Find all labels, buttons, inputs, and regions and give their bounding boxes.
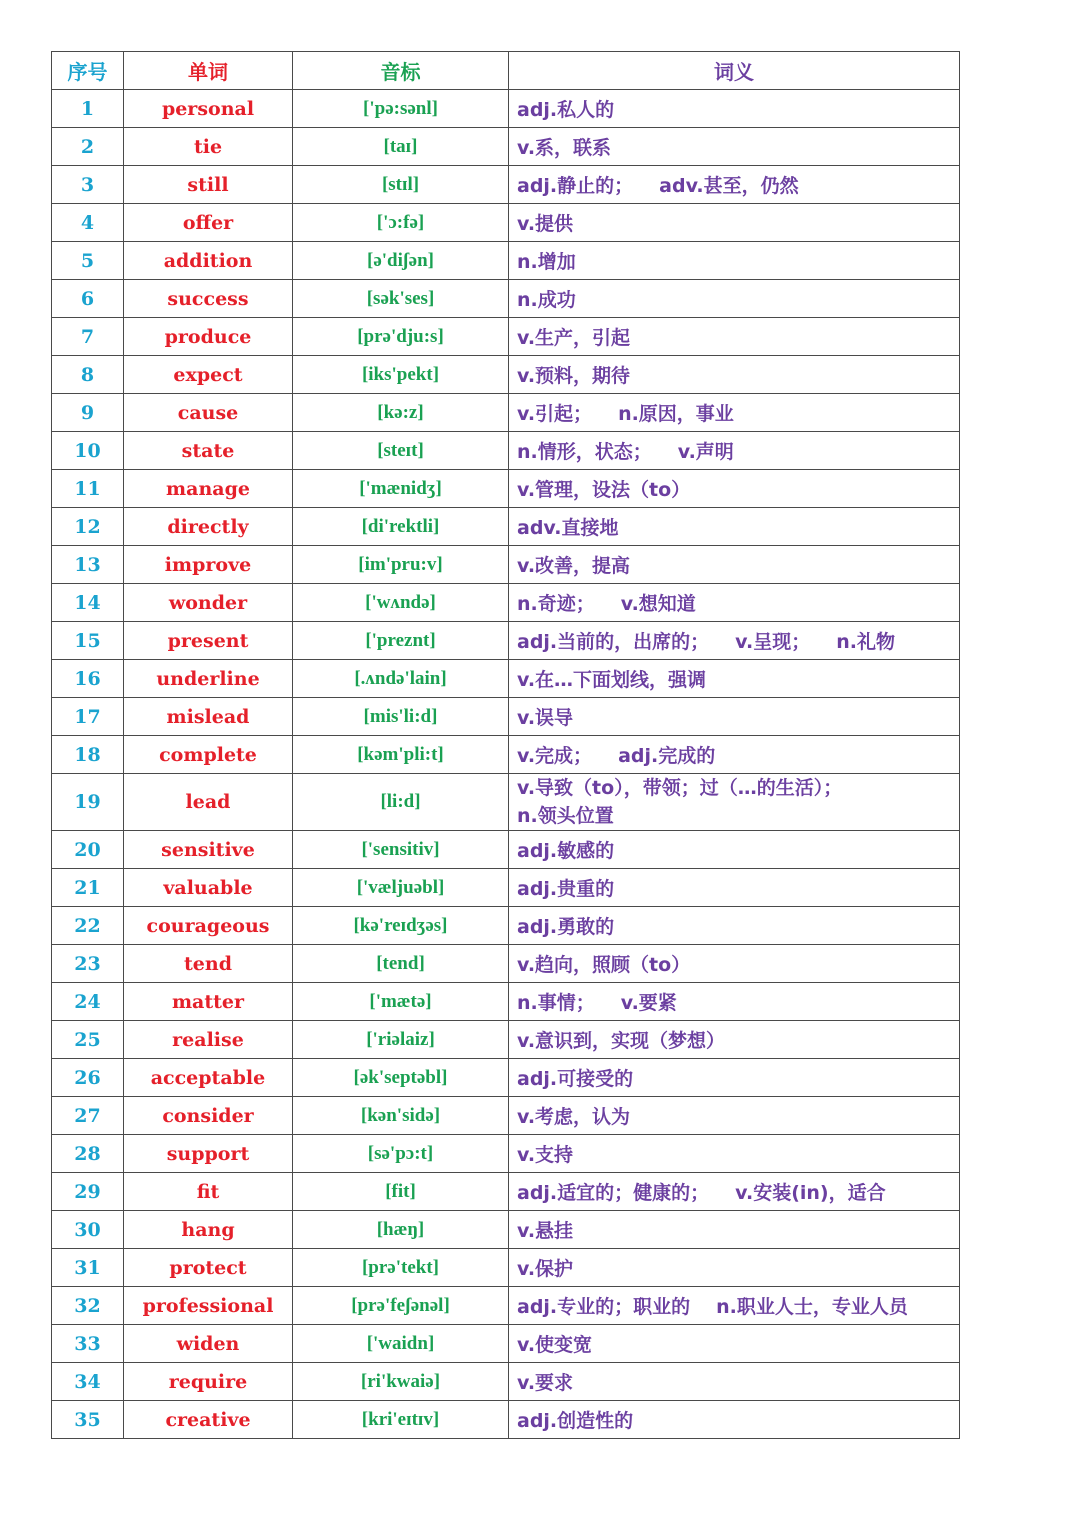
row-word: professional	[124, 1287, 293, 1325]
row-word: creative	[124, 1401, 293, 1439]
row-phonetic: [kri'eɪtɪv]	[293, 1401, 509, 1439]
row-meaning	[509, 1401, 960, 1439]
row-number: 11	[52, 470, 124, 508]
meaning-part: v.完成；	[517, 745, 593, 767]
table-row	[52, 280, 960, 318]
row-phonetic: ['mætə]	[293, 983, 509, 1021]
row-phonetic: ['pə:sənl]	[293, 90, 509, 128]
row-word: underline	[124, 660, 293, 698]
row-number: 15	[52, 622, 124, 660]
row-word: sensitive	[124, 831, 293, 869]
table-row	[52, 1135, 960, 1173]
row-word: expect	[124, 356, 293, 394]
row-word: cause	[124, 394, 293, 432]
row-number: 27	[52, 1097, 124, 1135]
meaning-part: v.呈现；	[735, 631, 811, 653]
meaning-part: v.保护	[517, 1258, 574, 1280]
vocabulary-table	[51, 51, 960, 1439]
meaning-part: v.引起；	[517, 403, 593, 425]
meaning-part: adj.敏感的	[517, 840, 615, 862]
row-meaning	[509, 470, 960, 508]
table-row	[52, 1249, 960, 1287]
row-meaning	[509, 128, 960, 166]
meaning-part: n.奇迹；	[517, 593, 595, 615]
table-row	[52, 698, 960, 736]
row-phonetic: [iks'pekt]	[293, 356, 509, 394]
row-meaning	[509, 1249, 960, 1287]
table-row	[52, 166, 960, 204]
row-number: 7	[52, 318, 124, 356]
meaning-part: adj.完成的	[618, 745, 716, 767]
row-phonetic: ['mænidʒ]	[293, 470, 509, 508]
row-meaning	[509, 318, 960, 356]
row-number: 26	[52, 1059, 124, 1097]
table-row	[52, 242, 960, 280]
row-phonetic: ['preznt]	[293, 622, 509, 660]
row-meaning	[509, 1021, 960, 1059]
table-row	[52, 508, 960, 546]
table-body	[52, 90, 960, 1439]
row-phonetic: [.ʌndə'lain]	[293, 660, 509, 698]
row-number: 20	[52, 831, 124, 869]
row-phonetic: ['wʌndə]	[293, 584, 509, 622]
table-row	[52, 774, 960, 831]
row-phonetic: [hæŋ]	[293, 1211, 509, 1249]
row-word: state	[124, 432, 293, 470]
meaning-part: n.领头位置	[517, 805, 614, 827]
meaning-part: n.成功	[517, 289, 576, 311]
meaning-part: v.悬挂	[517, 1220, 574, 1242]
header-number: 序号	[52, 52, 124, 90]
meaning-part: n.情形，状态；	[517, 441, 652, 463]
table-row	[52, 204, 960, 242]
table-row	[52, 432, 960, 470]
table-row	[52, 1021, 960, 1059]
row-number: 21	[52, 869, 124, 907]
row-meaning	[509, 983, 960, 1021]
table-row	[52, 1211, 960, 1249]
row-phonetic: [sə'pɔ:t]	[293, 1135, 509, 1173]
row-meaning	[509, 356, 960, 394]
table-row	[52, 394, 960, 432]
row-word: tie	[124, 128, 293, 166]
table-row	[52, 736, 960, 774]
row-number: 2	[52, 128, 124, 166]
row-phonetic: ['ɔ:fə]	[293, 204, 509, 242]
row-meaning	[509, 1059, 960, 1097]
row-meaning	[509, 508, 960, 546]
row-number: 32	[52, 1287, 124, 1325]
row-word: realise	[124, 1021, 293, 1059]
table-row	[52, 1173, 960, 1211]
row-meaning	[509, 394, 960, 432]
row-number: 19	[52, 774, 124, 831]
row-word: personal	[124, 90, 293, 128]
row-meaning	[509, 1173, 960, 1211]
table-row	[52, 546, 960, 584]
table-row	[52, 831, 960, 869]
table-row	[52, 983, 960, 1021]
table-row	[52, 1325, 960, 1363]
meaning-part: v.误导	[517, 707, 574, 729]
row-number: 17	[52, 698, 124, 736]
row-number: 18	[52, 736, 124, 774]
row-number: 28	[52, 1135, 124, 1173]
row-phonetic: [di'rektli]	[293, 508, 509, 546]
row-phonetic: ['riəlaiz]	[293, 1021, 509, 1059]
meaning-part: v.管理，设法（to）	[517, 479, 691, 501]
meaning-part: v.生产，引起	[517, 327, 631, 349]
table-row	[52, 622, 960, 660]
row-phonetic: [taɪ]	[293, 128, 509, 166]
row-word: complete	[124, 736, 293, 774]
meaning-part: v.趋向，照顾（to）	[517, 954, 691, 976]
row-word: improve	[124, 546, 293, 584]
row-number: 31	[52, 1249, 124, 1287]
row-meaning	[509, 907, 960, 945]
table-row	[52, 660, 960, 698]
row-meaning	[509, 945, 960, 983]
row-number: 24	[52, 983, 124, 1021]
meaning-part: v.要紧	[620, 992, 677, 1014]
table-row	[52, 1059, 960, 1097]
row-phonetic: ['væljuəbl]	[293, 869, 509, 907]
row-number: 35	[52, 1401, 124, 1439]
row-number: 33	[52, 1325, 124, 1363]
meaning-part: n.原因，事业	[618, 403, 734, 425]
meaning-part: adj.创造性的	[517, 1410, 634, 1432]
row-phonetic: [kən'sidə]	[293, 1097, 509, 1135]
row-number: 30	[52, 1211, 124, 1249]
row-meaning	[509, 1097, 960, 1135]
row-word: directly	[124, 508, 293, 546]
row-word: widen	[124, 1325, 293, 1363]
table-row	[52, 907, 960, 945]
meaning-part: v.声明	[677, 441, 734, 463]
row-word: protect	[124, 1249, 293, 1287]
meaning-part: v.使变宽	[517, 1334, 593, 1356]
meaning-part: v.意识到，实现（梦想）	[517, 1030, 726, 1052]
row-word: support	[124, 1135, 293, 1173]
row-phonetic: [prə'tekt]	[293, 1249, 509, 1287]
meaning-part: n.职业人士，专业人员	[716, 1296, 908, 1318]
row-word: tend	[124, 945, 293, 983]
meaning-part: v.改善，提高	[517, 555, 631, 577]
row-number: 14	[52, 584, 124, 622]
row-word: manage	[124, 470, 293, 508]
row-word: fit	[124, 1173, 293, 1211]
row-meaning	[509, 546, 960, 584]
row-number: 25	[52, 1021, 124, 1059]
row-meaning	[509, 166, 960, 204]
row-meaning	[509, 242, 960, 280]
row-number: 10	[52, 432, 124, 470]
meaning-part: v.想知道	[620, 593, 696, 615]
row-phonetic: [sək'ses]	[293, 280, 509, 318]
row-word: mislead	[124, 698, 293, 736]
row-number: 4	[52, 204, 124, 242]
meaning-part: adj.专业的；职业的	[517, 1296, 691, 1318]
row-word: present	[124, 622, 293, 660]
row-phonetic: [fit]	[293, 1173, 509, 1211]
meaning-part: adj.静止的；	[517, 175, 634, 197]
row-meaning	[509, 280, 960, 318]
row-word: acceptable	[124, 1059, 293, 1097]
row-meaning	[509, 1363, 960, 1401]
row-phonetic: [tend]	[293, 945, 509, 983]
row-meaning	[509, 1135, 960, 1173]
row-word: consider	[124, 1097, 293, 1135]
row-number: 5	[52, 242, 124, 280]
table-row	[52, 869, 960, 907]
row-number: 22	[52, 907, 124, 945]
table-row	[52, 945, 960, 983]
row-phonetic: [ək'septəbl]	[293, 1059, 509, 1097]
row-word: offer	[124, 204, 293, 242]
row-word: produce	[124, 318, 293, 356]
meaning-part: n.事情；	[517, 992, 595, 1014]
table-row	[52, 1287, 960, 1325]
row-number: 29	[52, 1173, 124, 1211]
meaning-part: adj.勇敢的	[517, 916, 615, 938]
table-row	[52, 128, 960, 166]
row-word: courageous	[124, 907, 293, 945]
table-row	[52, 1363, 960, 1401]
header-row	[52, 52, 960, 90]
row-phonetic: [prə'feʃənəl]	[293, 1287, 509, 1325]
row-phonetic: [stɪl]	[293, 166, 509, 204]
meaning-part: adj.当前的，出席的；	[517, 631, 710, 653]
row-meaning	[509, 660, 960, 698]
row-word: valuable	[124, 869, 293, 907]
row-phonetic: [im'pru:v]	[293, 546, 509, 584]
meaning-part: n.礼物	[836, 631, 895, 653]
row-word: require	[124, 1363, 293, 1401]
meaning-part: v.要求	[517, 1372, 574, 1394]
row-phonetic: [li:d]	[293, 774, 509, 831]
row-number: 1	[52, 90, 124, 128]
meaning-part: adj.可接受的	[517, 1068, 634, 1090]
meaning-part: v.预料，期待	[517, 365, 631, 387]
table-row	[52, 1097, 960, 1135]
row-phonetic: ['sensitiv]	[293, 831, 509, 869]
row-meaning	[509, 90, 960, 128]
row-word: addition	[124, 242, 293, 280]
row-meaning	[509, 698, 960, 736]
meaning-part: adv.直接地	[517, 517, 619, 539]
row-word: still	[124, 166, 293, 204]
row-phonetic: [kə:z]	[293, 394, 509, 432]
header-word: 单词	[124, 52, 293, 90]
meaning-part: v.在…下面划线，强调	[517, 669, 707, 691]
row-meaning	[509, 1325, 960, 1363]
row-word: success	[124, 280, 293, 318]
table-row	[52, 356, 960, 394]
row-phonetic: [kəm'pli:t]	[293, 736, 509, 774]
row-meaning	[509, 432, 960, 470]
row-phonetic: [kə'reɪdʒəs]	[293, 907, 509, 945]
meaning-part: v.支持	[517, 1144, 574, 1166]
row-word: wonder	[124, 584, 293, 622]
row-meaning	[509, 774, 960, 831]
row-phonetic: [steɪt]	[293, 432, 509, 470]
row-meaning	[509, 736, 960, 774]
row-number: 23	[52, 945, 124, 983]
row-number: 6	[52, 280, 124, 318]
row-meaning	[509, 204, 960, 242]
meaning-part: adj.适宜的；健康的；	[517, 1182, 710, 1204]
meaning-part: adv.甚至，仍然	[659, 175, 799, 197]
meaning-part: adj.贵重的	[517, 878, 615, 900]
table-row	[52, 584, 960, 622]
table-row	[52, 470, 960, 508]
row-phonetic: [ə'diʃən]	[293, 242, 509, 280]
meaning-part: v.导致（to），带领；过（…的生活）；	[517, 777, 843, 799]
row-word: lead	[124, 774, 293, 831]
row-meaning	[509, 1211, 960, 1249]
table-row	[52, 90, 960, 128]
row-phonetic: [mis'li:d]	[293, 698, 509, 736]
row-word: hang	[124, 1211, 293, 1249]
row-meaning	[509, 831, 960, 869]
meaning-part: v.考虑，认为	[517, 1106, 631, 1128]
header-meaning: 词义	[509, 52, 960, 90]
table-row	[52, 318, 960, 356]
table-row	[52, 1401, 960, 1439]
row-phonetic: ['waidn]	[293, 1325, 509, 1363]
meaning-part: v.提供	[517, 213, 574, 235]
meaning-part: v.安装(in)，适合	[735, 1182, 886, 1204]
row-word: matter	[124, 983, 293, 1021]
row-number: 16	[52, 660, 124, 698]
row-number: 9	[52, 394, 124, 432]
row-number: 34	[52, 1363, 124, 1401]
header-phonetic: 音标	[293, 52, 509, 90]
row-meaning	[509, 622, 960, 660]
row-phonetic: [prə'dju:s]	[293, 318, 509, 356]
row-number: 13	[52, 546, 124, 584]
row-meaning	[509, 584, 960, 622]
row-number: 12	[52, 508, 124, 546]
row-meaning	[509, 1287, 960, 1325]
row-meaning	[509, 869, 960, 907]
row-phonetic: [ri'kwaiə]	[293, 1363, 509, 1401]
row-number: 3	[52, 166, 124, 204]
row-number: 8	[52, 356, 124, 394]
meaning-part: n.增加	[517, 251, 576, 273]
meaning-part: v.系，联系	[517, 137, 612, 159]
meaning-part: adj.私人的	[517, 99, 615, 121]
